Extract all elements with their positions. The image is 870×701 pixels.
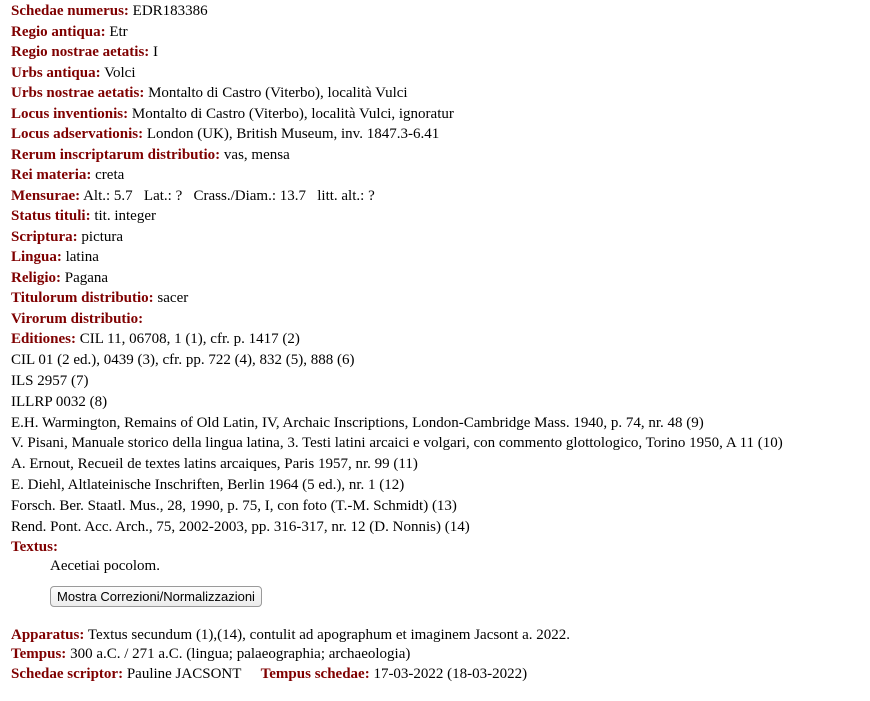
field-row [11, 83, 870, 104]
editio-line: CIL 01 (2 ed.), 0439 (3), cfr. pp. 722 (4), 832 (5), 888 (6) [11, 351, 355, 368]
field-value: London (UK), British Museum, inv. 1847.3-6.41 [146, 126, 440, 142]
editio-line: Forsch. Ber. Staatl. Mus., 28, 1990, p. 75, I, con foto (T.-M. Schmidt) (13) [11, 498, 457, 515]
field-value: Montalto di Castro (Viterbo), località Vulci, ignoratur [131, 105, 454, 122]
textus-row [11, 538, 870, 556]
field-row [11, 186, 870, 207]
field-value: I [153, 44, 159, 60]
editio-line: A. Ernout, Recueil de textes latins arcaiques, Paris 1957, nr. 99 (11) [11, 456, 418, 473]
field-value: latina [65, 249, 99, 265]
tempus-schedae-value: 17-03-2022 (18-03-2022) [373, 665, 528, 682]
field-label: Virorum distributio: [11, 310, 144, 327]
field-row [11, 63, 870, 84]
bottom-section [11, 626, 870, 685]
field-label: Lingua: [11, 249, 62, 265]
scriptor-value: Pauline JACSONT [126, 665, 242, 682]
field-value: tit. integer [94, 208, 156, 224]
field-label: Mensurae: [11, 187, 81, 204]
editio-line: CIL 11, 06708, 1 (1), cfr. p. 1417 (2) [79, 331, 300, 347]
field-value: sacer [157, 290, 189, 306]
field-row [11, 145, 870, 166]
field-row [11, 165, 870, 186]
apparatus-row [11, 626, 870, 646]
field-row [11, 309, 870, 330]
editio-line: Rend. Pont. Acc. Arch., 75, 2002-2003, pp. 316-317, nr. 12 (D. Nonnis) (14) [11, 519, 470, 536]
field-value: Alt.: 5.7 Lat.: ? Crass./Diam.: 13.7 litt. alt.: ? [83, 187, 375, 204]
scriptor-label: Schedae scriptor: [11, 665, 124, 682]
field-label: Locus inventionis: [11, 105, 129, 122]
field-label: Rerum inscriptarum distributio: [11, 146, 221, 163]
field-label: Regio nostrae aetatis: [11, 44, 150, 60]
field-label: Locus adservationis: [11, 126, 144, 142]
field-row [11, 124, 870, 145]
editiones-row [11, 329, 870, 350]
field-value: Etr [109, 23, 128, 40]
show-corrections-button[interactable]: Mostra Correzioni/Normalizzazioni [50, 586, 262, 607]
apparatus-label: Apparatus: [11, 626, 85, 643]
editio-line: E. Diehl, Altlateinische Inschriften, Berlin 1964 (5 ed.), nr. 1 (12) [11, 477, 405, 494]
editio-line: V. Pisani, Manuale storico della lingua latina, 3. Testi latini arcaici e volgari, con commento glottologico, Torino 1950, A 11 (10) [11, 435, 783, 452]
field-row [11, 1, 870, 22]
textus-label: Textus: [11, 538, 58, 555]
editiones-label: Editiones: [11, 331, 77, 347]
field-row [11, 247, 870, 268]
editio-line: E.H. Warmington, Remains of Old Latin, IV, Archaic Inscriptions, London-Cambridge Mass. 1940, p. 74, nr. 48 (9) [11, 414, 704, 431]
editio-line: ILS 2957 (7) [11, 372, 89, 389]
field-row [11, 227, 870, 248]
button-wrap [11, 586, 870, 626]
editiones-section [11, 329, 870, 538]
apparatus-value: Textus secundum (1),(14), contulit ad apographum et imaginem Jacsont a. 2022. [87, 626, 571, 643]
record-fields [11, 1, 870, 329]
field-value: pictura [81, 228, 124, 245]
field-value: Pagana [64, 269, 109, 286]
field-value: vas, mensa [223, 146, 290, 163]
field-label: Schedae numerus: [11, 3, 129, 19]
field-value: creta [95, 167, 125, 183]
field-row [11, 22, 870, 43]
tempus-label: Tempus: [11, 646, 67, 663]
editio-line: ILLRP 0032 (8) [11, 393, 108, 410]
field-row [11, 206, 870, 227]
tempus-schedae-label: Tempus schedae: [260, 665, 370, 682]
field-row [11, 104, 870, 125]
tempus-value: 300 a.C. / 271 a.C. (lingua; palaeographia; archaeologia) [70, 646, 411, 663]
field-label: Scriptura: [11, 228, 78, 245]
field-value: Montalto di Castro (Viterbo), località Vulci [148, 85, 408, 101]
field-row [11, 288, 870, 309]
scriptor-row [11, 665, 870, 685]
textus-section [11, 538, 870, 626]
textus-text: Aecetiai pocolom. [50, 557, 160, 574]
field-row [11, 268, 870, 289]
field-label: Regio antiqua: [11, 23, 106, 40]
field-label: Urbs antiqua: [11, 64, 101, 81]
field-label: Religio: [11, 269, 61, 286]
field-label: Status tituli: [11, 208, 91, 224]
tempus-row [11, 645, 870, 665]
field-label: Titulorum distributio: [11, 290, 154, 306]
field-label: Urbs nostrae aetatis: [11, 85, 145, 101]
field-label: Rei materia: [11, 167, 92, 183]
field-value: EDR183386 [132, 3, 208, 19]
field-value: Volci [104, 64, 136, 81]
field-row [11, 42, 870, 63]
